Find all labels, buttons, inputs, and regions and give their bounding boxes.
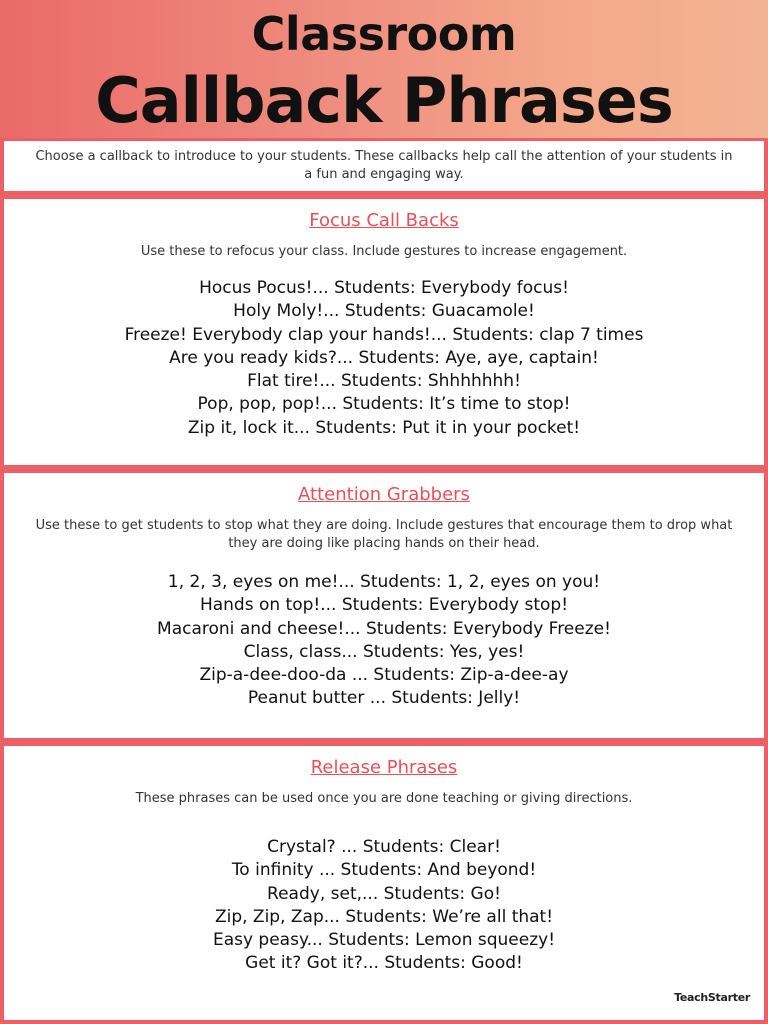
phrase-item: 1, 2, 3, eyes on me!... Students: 1, 2, eyes on you! (167, 572, 601, 592)
phrase-item: Freeze! Everybody clap your hands!... Students: clap 7 times (124, 324, 644, 345)
phrase-item: Macaroni and cheese!... Students: Everybody Freeze! (157, 618, 611, 639)
phrase-item: Holy Moly!... Students: Guacamole! (233, 301, 535, 322)
header-banner (0, 0, 768, 138)
phrase-item: Pop, pop, pop!... Students: It’s time to stop! (197, 394, 571, 415)
phrase-item: Zip-a-dee-doo-da ... Students: Zip-a-dee-ay (199, 665, 569, 686)
section-focus-call-backs (4, 199, 764, 465)
section-title: Focus Call Backs (309, 210, 459, 231)
section-title: Release Phrases (310, 757, 458, 778)
phrase-item: To infinity ... Students: And beyond! (231, 860, 537, 881)
phrase-item: Are you ready kids?... Students: Aye, aye, captain! (169, 347, 599, 368)
phrase-item: Easy peasy... Students: Lemon squeezy! (212, 930, 556, 951)
intro-text: Choose a callback to introduce to your students. These callbacks help call the attention of your students in a fun and engaging way. (4, 141, 764, 191)
phrase-item: Peanut butter ... Students: Jelly! (247, 688, 521, 709)
title-line-1: Classroom (251, 7, 517, 61)
section-attention-grabbers (4, 473, 764, 738)
section-release-phrases (4, 746, 764, 1020)
phrase-item: Hands on top!... Students: Everybody stop! (199, 595, 569, 616)
phrase-item: Class, class... Students: Yes, yes! (243, 641, 525, 662)
phrase-list (4, 571, 764, 711)
phrase-item: Crystal? ... Students: Clear! (267, 837, 501, 857)
phrase-item: Zip it, lock it... Students: Put it in your pocket! (187, 417, 581, 438)
section-description: Use these to get students to stop what they are doing. Include gestures that encourage them to drop what they are doing like placing hands on their head. (35, 518, 733, 551)
phrase-list (4, 836, 764, 976)
phrase-item: Get it? Got it?... Students: Good! (245, 953, 523, 974)
section-description: Use these to refocus your class. Include gestures to increase engagement. (140, 244, 628, 259)
phrase-list (4, 277, 764, 440)
phrase-item: Zip, Zip, Zap... Students: We’re all that! (214, 906, 554, 927)
phrase-item: Hocus Pocus!... Students: Everybody focus! (199, 278, 569, 298)
title-line-2: Callback Phrases (95, 64, 673, 137)
brand-logo: TeachStarter (674, 991, 750, 1004)
section-description: These phrases can be used once you are done teaching or giving directions. (135, 791, 633, 806)
section-title: Attention Grabbers (298, 484, 470, 505)
phrase-item: Ready, set,... Students: Go! (267, 883, 501, 904)
phrase-item: Flat tire!... Students: Shhhhhhh! (247, 371, 521, 392)
